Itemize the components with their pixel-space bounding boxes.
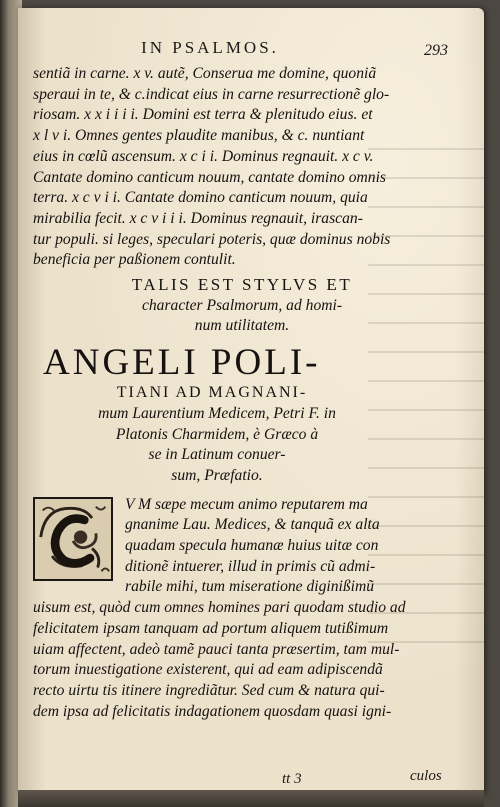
text-line: mirabilia fecit. x c v i i i. Dominus regnauit, irascan-: [33, 209, 363, 227]
body-line: rabile mihi, tum miseratione diginißimũ: [125, 578, 375, 596]
text-line: speraui in te, & c.indicat eius in carne resurrectionẽ glo-: [33, 85, 390, 103]
stylus-line: num utilitatem.: [194, 317, 290, 335]
title-sub: TIANI AD MAGNANI-: [116, 384, 308, 402]
body-line: quadam specula humanæ huius uitæ con: [125, 537, 379, 555]
signature-mark: tt 3: [282, 771, 302, 787]
page-text: [33, 64, 451, 722]
stylus-heading: TALIS EST STYLVS ET: [131, 275, 353, 295]
text-line: terra. x c v i i. Cantate domino canticum nouum, quia: [33, 189, 368, 207]
running-head: IN PSALMOS.: [141, 38, 279, 57]
page-bottom-edge: [18, 790, 484, 807]
body-line: uisum est, quòd cum omnes homines pari quodam studio ad: [33, 599, 406, 617]
title-line: se in Latinum conuer-: [148, 446, 286, 464]
body-line: dem ipsa ad felicitatis indagationem quosdam quasi igni-: [33, 702, 392, 720]
title-line: sum, Præfatio.: [171, 466, 263, 484]
text-line: x l v i. Omnes gentes plaudite manibus, & c. nuntiant: [33, 127, 365, 145]
body-line: recto uirtu tis itinere ingrediãtur. Sed cum & natura qui-: [33, 681, 385, 699]
text-line: eius in cœlũ ascensum. x c i i. Dominus regnauit. x c v.: [33, 147, 374, 165]
ornamental-initial-c: [33, 497, 113, 581]
body-line: gnanime Lau. Medices, & tanquã ex alta: [125, 516, 380, 534]
body-line: uiam affectent, adeò tamẽ pauci tanta præsertim, tam mul-: [33, 640, 400, 658]
body-line: torum inuestigatione existerent, qui ad eam adipiscendã: [33, 661, 383, 679]
title-line: Platonis Charmidem, è Græco à: [115, 425, 319, 443]
text-line: sentiã in carne. x v. autẽ, Conserua me domine, quoniã: [33, 65, 377, 82]
text-line: riosam. x x i i i i. Domini est terra & plenitudo eius. et: [33, 106, 373, 124]
preface-body: [33, 495, 451, 723]
catchword: culos: [410, 768, 442, 784]
text-line: beneficia per paßionem contulit.: [33, 251, 236, 269]
text-line: tur populi. si leges, speculari poteris, quæ dominus nobis: [33, 230, 391, 248]
body-line: ditionẽ intuerer, illud in primis cũ admi-: [125, 557, 376, 575]
page-number: 293: [424, 42, 448, 59]
stylus-line: character Psalmorum, ad homi-: [141, 296, 343, 314]
body-line: V M sæpe mecum animo reputarem ma: [125, 495, 368, 513]
title-line: mum Laurentium Medicem, Petri F. in: [98, 404, 336, 422]
text-line: Cantate domino canticum nouum, cantate domino omnis: [33, 168, 386, 186]
title-large: ANGELI POLI-: [43, 342, 321, 384]
body-line: felicitatem ipsam tanquam ad portum aliquem tutißimum: [33, 619, 389, 637]
